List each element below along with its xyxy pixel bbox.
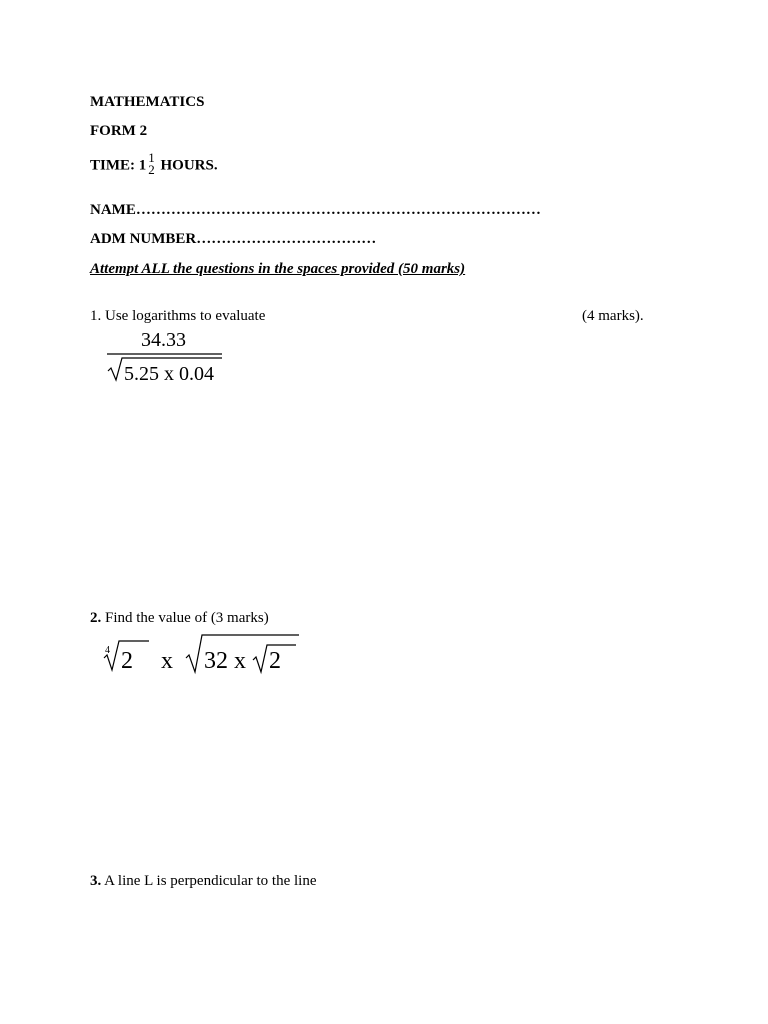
- time-fraction-denominator: 2: [148, 162, 155, 177]
- adm-number-field-label: ADM NUMBER………………………………: [90, 231, 377, 247]
- time-line: [90, 150, 218, 178]
- q2-radicand-1: 2: [121, 648, 133, 674]
- q2-root-index: 4: [105, 645, 110, 656]
- question-3: [90, 873, 316, 890]
- q2-multiply-sign: x: [161, 648, 173, 674]
- time-prefix: TIME: 1: [90, 157, 147, 174]
- question-2: [90, 610, 269, 627]
- question-2-expression: [100, 630, 305, 678]
- question-1-text: Use logarithms to evaluate: [101, 308, 266, 324]
- question-3-number: 3.: [90, 873, 102, 889]
- form-label: FORM 2: [90, 123, 148, 139]
- name-field-label: NAME………………………………………………………………………: [90, 202, 541, 218]
- time-fraction-numerator: 1: [148, 150, 155, 165]
- question-2-number: 2.: [90, 610, 102, 626]
- time-fraction: [147, 152, 156, 176]
- q1-numerator: 34.33: [141, 329, 186, 351]
- question-1: [90, 308, 265, 325]
- subject-title: MATHEMATICS: [90, 94, 205, 110]
- time-suffix: HOURS.: [156, 157, 218, 174]
- question-1-number: 1.: [90, 308, 102, 324]
- question-1-expression: [100, 324, 230, 388]
- instructions: Attempt ALL the questions in the spaces provided (50 marks): [90, 261, 466, 277]
- q1-denominator: 5.25 x 0.04: [124, 363, 214, 385]
- q2-radicand-3: 2: [269, 648, 281, 674]
- question-1-marks: (4 marks).: [582, 308, 644, 324]
- question-2-text: Find the value of (3 marks): [101, 610, 269, 626]
- q2-radicand-2: 32 x: [204, 648, 246, 674]
- question-3-text: A line L is perpendicular to the line: [101, 873, 317, 889]
